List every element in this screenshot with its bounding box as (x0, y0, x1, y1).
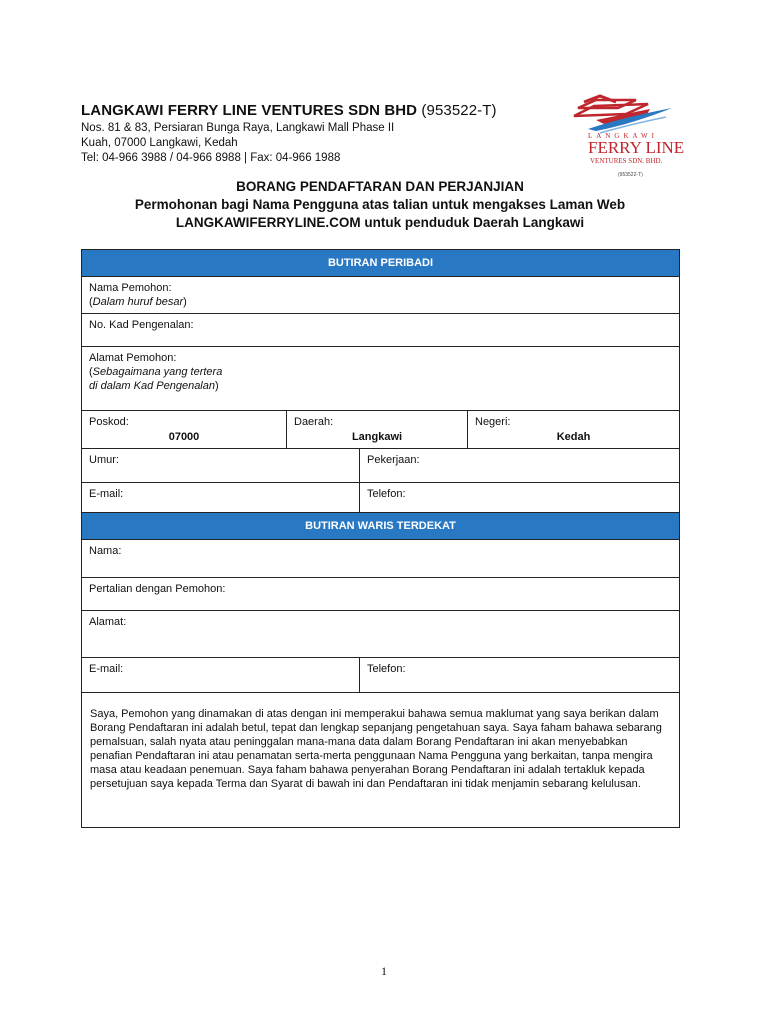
state-field[interactable] (468, 411, 680, 449)
form-title-line-1: BORANG PENDAFTARAN DAN PERJANJIAN (236, 179, 524, 194)
age-field[interactable] (82, 449, 360, 483)
district-label: Daerah: (294, 416, 334, 428)
form-title-line-2: Permohonan bagi Nama Pengguna atas talian untuk mengakses Laman Web (134, 197, 626, 212)
postcode-label: Poskod: (89, 416, 129, 428)
ic-number-field[interactable] (82, 314, 680, 347)
phone-label: Telefon: (367, 488, 406, 500)
company-name: LANGKAWI FERRY LINE VENTURES SDN BHD (81, 102, 418, 119)
personal-details-table (81, 249, 680, 516)
district-value: Langkawi (351, 431, 403, 443)
kin-phone-label: Telefon: (367, 663, 406, 675)
applicant-address-hint-1: (Sebagaimana yang tertera (89, 366, 223, 378)
applicant-address-field[interactable] (82, 347, 680, 411)
age-label: Umur: (89, 454, 119, 466)
ic-number-label: No. Kad Pengenalan: (89, 319, 194, 331)
logo-text-reg: (953522-T) (618, 172, 643, 178)
applicant-name-field[interactable] (82, 277, 680, 314)
applicant-address-label: Alamat Pemohon: (89, 352, 177, 364)
kin-address-field[interactable] (82, 611, 680, 658)
section-header-personal: BUTIRAN PERIBADI (82, 250, 680, 277)
company-reg-no: (953522-T) (421, 102, 497, 119)
form-title (81, 178, 679, 232)
district-field[interactable] (287, 411, 468, 449)
company-header (81, 102, 561, 166)
next-of-kin-table (81, 512, 680, 828)
address-line-2: Kuah, 07000 Langkawi, Kedah (81, 137, 238, 149)
kin-name-field[interactable] (82, 540, 680, 578)
postcode-value: 07000 (168, 431, 200, 443)
declaration-text: Saya, Pemohon yang dinamakan di atas dengan ini memperakui bahawa semua maklumat yang saya berikan dalam Borang Pendaftaran ini adalah betul, tepat dan lengkap sepanjang pengetahuan saya. Saya faham bahawa sebarang pemalsuan, salah nyata atau peninggalan mana-mana data dalam Borang Pendaftaran ini akan menyebabkan penafian Pendaftaran ini atau penamatan serta-merta penggunaan Nama Pengguna yang berkaitan, tanpa mengira masa atau keadaan penemuan. Saya faham bahawa penyerahan Borang Pendaftaran ini adalah tertakluk kepada persetujuan saya kepada Terma dan Syarat di bawah ini dan Pendaftaran ini tidak menjamin sebarang kelulusan. (82, 693, 680, 828)
company-title (81, 102, 561, 119)
phone-field[interactable] (360, 483, 680, 516)
kin-relation-field[interactable] (82, 578, 680, 611)
kin-relation-label: Pertalian dengan Pemohon: (89, 583, 226, 595)
ferry-logo-icon (570, 92, 680, 134)
email-field[interactable] (82, 483, 360, 516)
postcode-field[interactable] (82, 411, 287, 449)
kin-email-label: E-mail: (89, 663, 124, 675)
applicant-name-hint: (Dalam huruf besar) (89, 296, 187, 308)
applicant-address-hint-2: di dalam Kad Pengenalan) (89, 380, 219, 392)
company-logo (570, 92, 685, 182)
state-label: Negeri: (475, 416, 511, 428)
kin-phone-field[interactable] (360, 658, 680, 693)
section-header-next-of-kin: BUTIRAN WARIS TERDEKAT (82, 513, 680, 540)
occupation-field[interactable] (360, 449, 680, 483)
form-title-line-3: LANGKAWIFERRYLINE.COM untuk penduduk Daerah Langkawi (175, 215, 585, 230)
address-line-1: Nos. 81 & 83, Persiaran Bunga Raya, Langkawi Mall Phase II (81, 122, 395, 134)
logo-text-sub: VENTURES SDN. BHD. (590, 157, 663, 165)
logo-text-top: LANGKAWI (588, 132, 658, 140)
logo-text-main: FERRY LINE (588, 138, 685, 157)
occupation-label: Pekerjaan: (367, 454, 420, 466)
kin-name-label: Nama: (89, 545, 122, 557)
email-label: E-mail: (89, 488, 124, 500)
company-address (81, 121, 561, 166)
state-value: Kedah (556, 431, 591, 443)
page-number: 1 (381, 964, 387, 978)
applicant-name-label: Nama Pemohon: (89, 282, 172, 294)
contact-line: Tel: 04-966 3988 / 04-966 8988 | Fax: 04-966 1988 (81, 152, 341, 164)
kin-email-field[interactable] (82, 658, 360, 693)
kin-address-label: Alamat: (89, 616, 127, 628)
